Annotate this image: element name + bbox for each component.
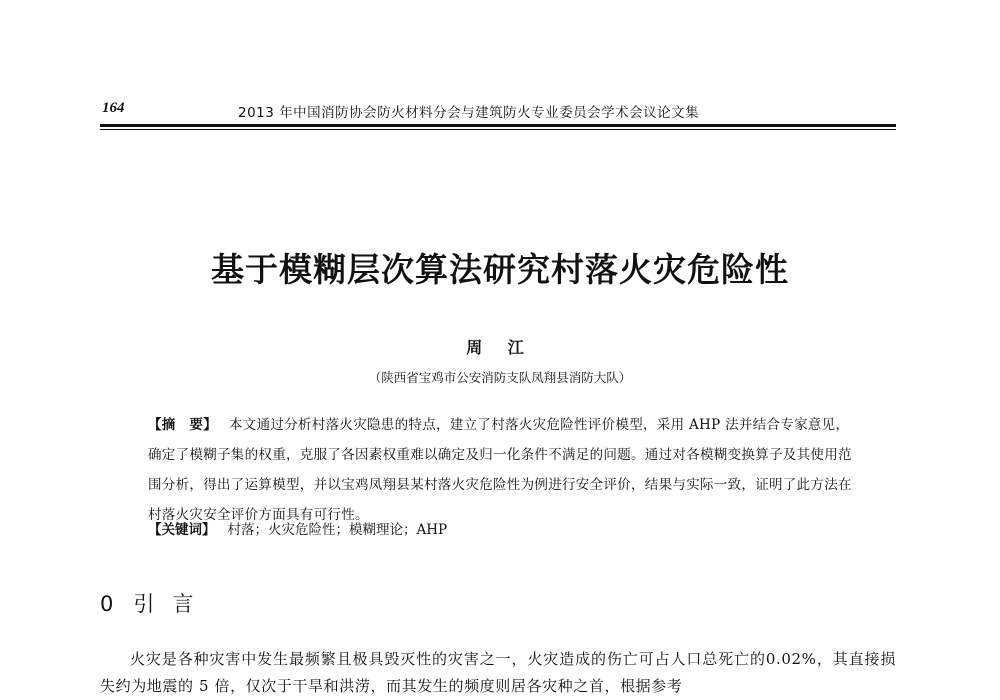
section-title: 引言 xyxy=(133,592,212,616)
running-title: 2013 年中国消防协会防火材料分会与建筑防火专业委员会学术会议论文集 xyxy=(238,105,700,121)
abstract-text: 本文通过分析村落火灾隐患的特点，建立了村落火灾危险性评价模型，采用 AHP 法并结合专家意见，确定了模糊子集的权重，克服了各因素权重难以确定及归一化条件不满足的问题。通过对各模糊变换算子及其使用范围分析，得出了运算模型，并以宝鸡凤翔县某村落火灾危险性为例进行安全评价，结果与实际一致，证明了此方法在村落火灾安全评价方面具有可行性。 xyxy=(148,417,852,523)
section-heading xyxy=(100,588,211,618)
author-name: 周 江 xyxy=(466,338,534,357)
header-rule-thin xyxy=(100,129,896,130)
body-paragraph: 火灾是各种灾害中发生最频繁且极具毁灭性的灾害之一，火灾造成的伤亡可占人口总死亡的0.02%，其直接损失约为地震的 5 倍，仅次于干旱和洪涝，而其发生的频度则居各灾种之首，根据参考 xyxy=(100,650,896,695)
keywords-block xyxy=(148,520,860,540)
paper-title: 基于模糊层次算法研究村落火灾危险性 xyxy=(211,250,789,289)
section-number: 0 xyxy=(100,592,116,616)
header-rule-thick xyxy=(100,124,896,127)
abstract-label: 【摘 要】 xyxy=(148,417,217,433)
author-affiliation: （陕西省宝鸡市公安消防支队凤翔县消防大队） xyxy=(368,370,632,385)
keywords-text: 村落；火灾危险性；模糊理论；AHP xyxy=(227,522,448,538)
abstract-block xyxy=(148,410,860,530)
keywords-label: 【关键词】 xyxy=(148,522,216,538)
page-number: 164 xyxy=(102,100,125,116)
